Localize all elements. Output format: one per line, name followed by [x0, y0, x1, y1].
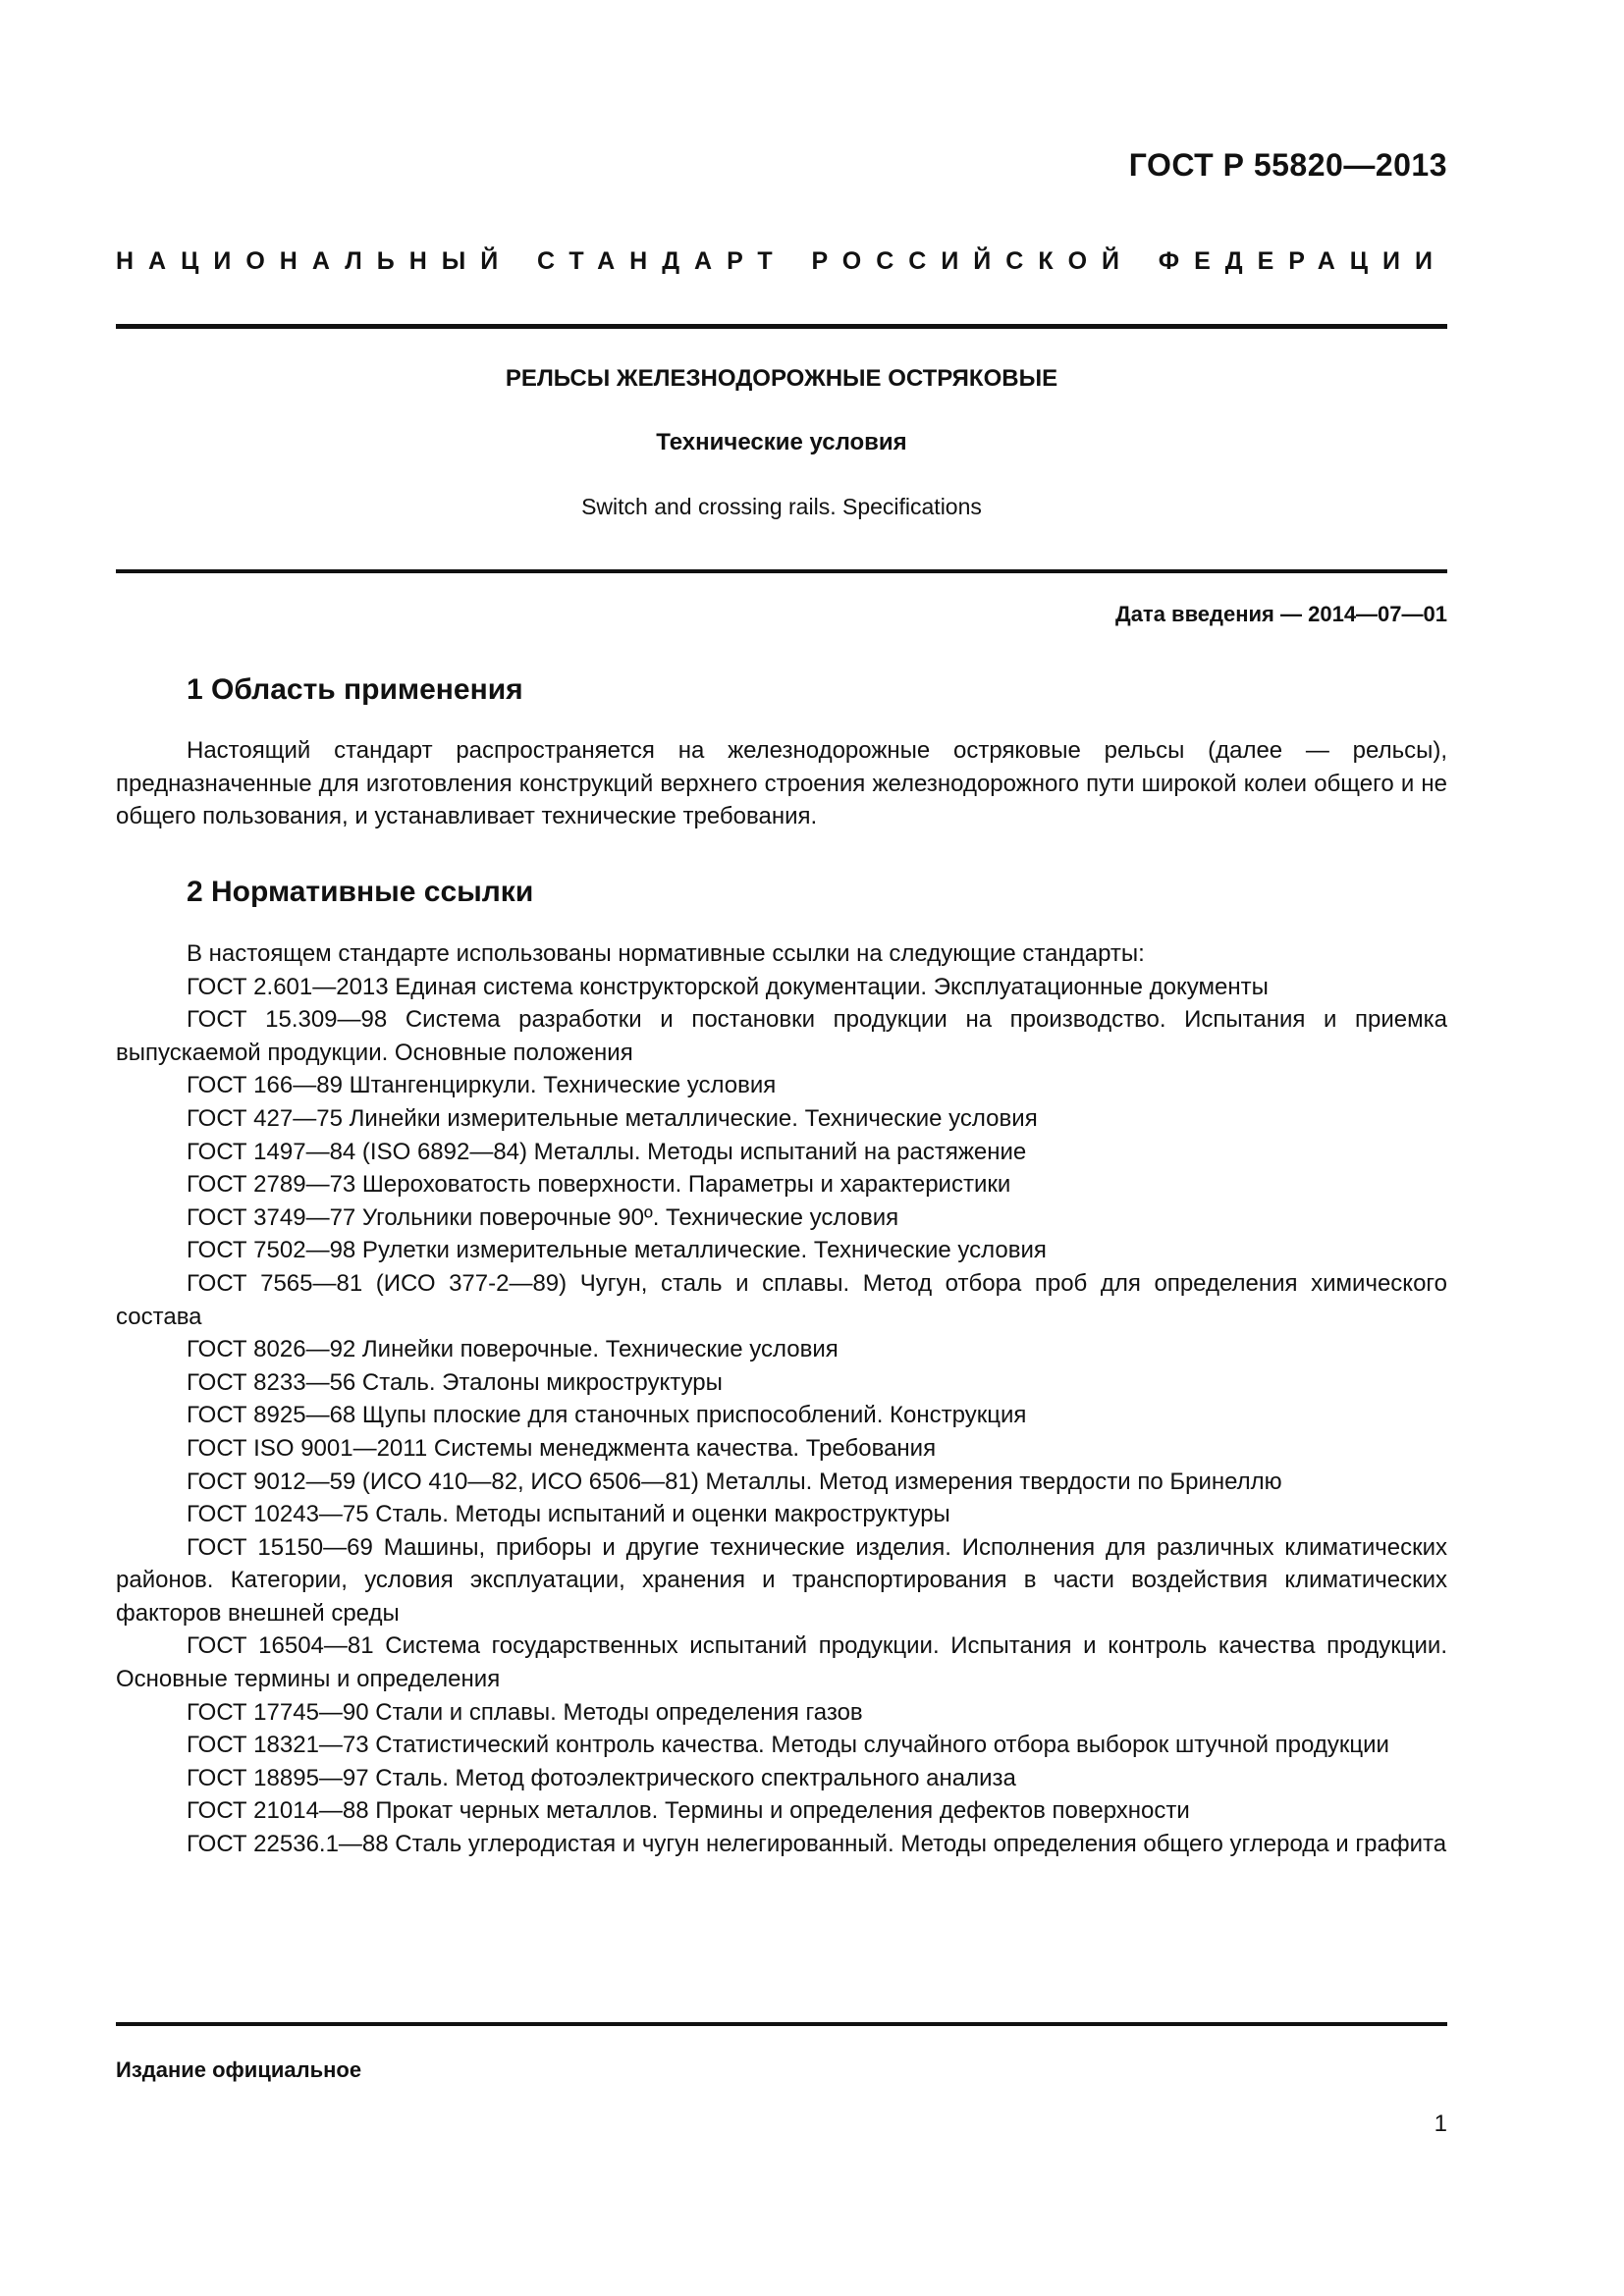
reference-item: ГОСТ 15.309—98 Система разработки и постановки продукции на производство. Испытания и приемка выпускаемой продукции. Основные положения [116, 1006, 1447, 1066]
document-english-title: Switch and crossing rails. Specifications [581, 494, 982, 519]
header-rule [116, 324, 1447, 329]
introduction-date: Дата введения — 2014—07—01 [1115, 602, 1447, 626]
reference-item: ГОСТ 22536.1—88 Сталь углеродистая и чугун нелегированный. Методы определения общего углерода и графита [187, 1831, 1447, 1858]
document-title: РЕЛЬСЫ ЖЕЛЕЗНОДОРОЖНЫЕ ОСТРЯКОВЫЕ [505, 365, 1058, 392]
reference-item: ГОСТ 2.601—2013 Единая система конструкторской документации. Эксплуатационные документы [187, 973, 1269, 1000]
reference-item: ГОСТ 18895—97 Сталь. Метод фотоэлектрического спектрального анализа [187, 1764, 1016, 1791]
reference-item: ГОСТ 7565—81 (ИСО 377-2—89) Чугун, сталь и сплавы. Метод отбора проб для определения химического состава [116, 1269, 1447, 1330]
document-subtitle: Технические условия [656, 429, 907, 455]
reference-item: ГОСТ 3749—77 Угольники поверочные 90º. Технические условия [187, 1203, 899, 1231]
reference-item: ГОСТ 8233—56 Сталь. Эталоны микроструктуры [187, 1368, 723, 1396]
reference-item: ГОСТ 1497—84 (ISO 6892—84) Металлы. Методы испытаний на растяжение [187, 1138, 1027, 1165]
reference-item: ГОСТ 7502—98 Рулетки измерительные металлические. Технические условия [187, 1237, 1047, 1264]
reference-item: ГОСТ 427—75 Линейки измерительные металлические. Технические условия [187, 1104, 1038, 1132]
reference-item: ГОСТ 8026—92 Линейки поверочные. Технические условия [187, 1336, 839, 1363]
reference-item: ГОСТ 18321—73 Статистический контроль качества. Методы случайного отбора выборок штучной продукции [187, 1732, 1389, 1759]
references-intro: В настоящем стандарте использованы нормативные ссылки на следующие стандарты: [187, 940, 1145, 967]
reference-item: ГОСТ 21014—88 Прокат черных металлов. Термины и определения дефектов поверхности [187, 1797, 1190, 1825]
section-2-heading: 2 Нормативные ссылки [187, 876, 534, 908]
national-standard-banner: НАЦИОНАЛЬНЫЙ СТАНДАРТ РОССИЙСКОЙ ФЕДЕРАЦИИ [116, 247, 1447, 275]
reference-item: ГОСТ 9012—59 (ИСО 410—82, ИСО 6506—81) Металлы. Метод измерения твердости по Бринеллю [187, 1468, 1282, 1495]
reference-item: ГОСТ 10243—75 Сталь. Методы испытаний и оценки макроструктуры [187, 1501, 950, 1528]
edition-label: Издание официальное [116, 2057, 362, 2082]
document-number: ГОСТ Р 55820—2013 [1128, 147, 1447, 183]
title-rule [116, 569, 1447, 573]
reference-item: ГОСТ ISO 9001—2011 Системы менеджмента качества. Требования [187, 1434, 937, 1462]
section-1-heading: 1 Область применения [187, 673, 523, 706]
footer-rule [116, 2022, 1447, 2026]
reference-item: ГОСТ 8925—68 Щупы плоские для станочных приспособлений. Конструкция [187, 1402, 1027, 1429]
reference-item: ГОСТ 2789—73 Шероховатость поверхности. Параметры и характеристики [187, 1171, 1011, 1199]
reference-item: ГОСТ 15150—69 Машины, приборы и другие технические изделия. Исполнения для различных климатических районов. Категории, условия эксплуатации, хранения и транспортирования в части воздействия климатических факторов внешней среды [116, 1533, 1447, 1627]
section-1-body [116, 734, 1447, 833]
references-list [116, 937, 1447, 1861]
reference-item: ГОСТ 166—89 Штангенциркули. Технические условия [187, 1072, 777, 1099]
page-number: 1 [1434, 2110, 1447, 2137]
section-1-paragraph: Настоящий стандарт распространяется на железнодорожные остряковые рельсы (далее — рельсы), предназначенные для изготовления конструкций верхнего строения железнодорожного пути широкой колеи общего и не общего пользования, и устанавливает технические требования. [116, 737, 1447, 830]
reference-item: ГОСТ 16504—81 Система государственных испытаний продукции. Испытания и контроль качества продукции. Основные термины и определения [116, 1632, 1447, 1693]
reference-item: ГОСТ 17745—90 Стали и сплавы. Методы определения газов [187, 1698, 863, 1726]
